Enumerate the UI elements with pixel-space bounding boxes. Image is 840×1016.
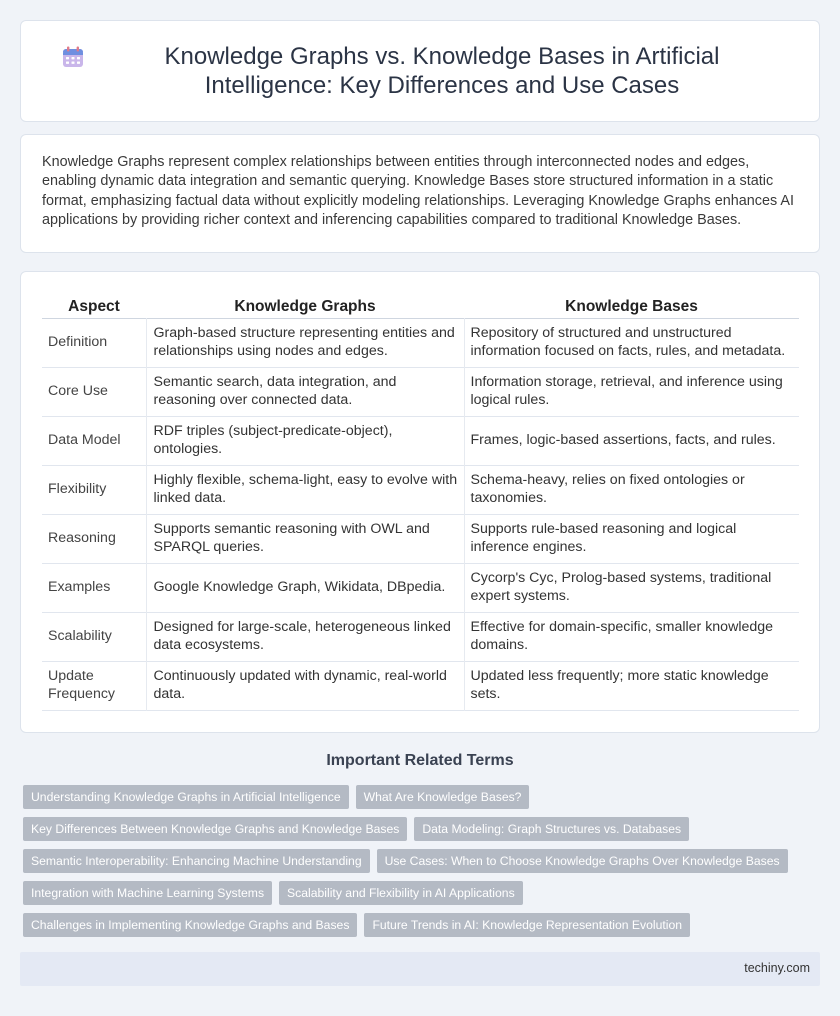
related-term-tag[interactable]: What Are Knowledge Bases?: [356, 785, 530, 809]
row-knowledge-graphs: Semantic search, data integration, and reasoning over connected data.: [146, 367, 464, 416]
related-term-tag[interactable]: Key Differences Between Knowledge Graphs and Knowledge Bases: [23, 817, 407, 841]
related-term-tag[interactable]: Challenges in Implementing Knowledge Graphs and Bases: [23, 913, 357, 937]
header-knowledge-graphs: Knowledge Graphs: [234, 297, 376, 315]
table-row: [42, 661, 799, 710]
row-knowledge-graphs: RDF triples (subject-predicate-object), ontologies.: [146, 416, 464, 465]
table-row: [42, 465, 799, 514]
row-knowledge-graphs: Highly flexible, schema-light, easy to evolve with linked data.: [146, 465, 464, 514]
row-knowledge-bases: Repository of structured and unstructured information focused on facts, rules, and metadata.: [470, 325, 786, 359]
comparison-table: [42, 294, 799, 711]
related-term-tag[interactable]: Integration with Machine Learning Systems: [23, 881, 272, 905]
row-knowledge-graphs: Google Knowledge Graph, Wikidata, DBpedia.: [146, 563, 464, 612]
intro-card: [20, 134, 820, 253]
row-knowledge-bases: Effective for domain-specific, smaller knowledge domains.: [470, 619, 774, 653]
calendar-icon: [61, 45, 85, 69]
row-aspect: Definition: [48, 333, 108, 350]
header-knowledge-bases: Knowledge Bases: [565, 297, 698, 315]
table-row: [42, 318, 799, 367]
row-aspect: Reasoning: [48, 529, 116, 546]
row-knowledge-graphs: Designed for large-scale, heterogeneous linked data ecosystems.: [146, 612, 464, 661]
table-row: [42, 514, 799, 563]
row-aspect: Core Use: [48, 382, 108, 399]
table-row: [42, 367, 799, 416]
footer-site-name[interactable]: techiny.com: [744, 961, 810, 975]
related-term-tag[interactable]: Data Modeling: Graph Structures vs. Databases: [414, 817, 689, 841]
row-knowledge-graphs: Graph-based structure representing entities and relationships using nodes and edges.: [146, 318, 464, 367]
related-terms-title: Important Related Terms: [326, 752, 514, 769]
row-knowledge-graphs: Continuously updated with dynamic, real-world data.: [146, 661, 464, 710]
related-term-tag[interactable]: Understanding Knowledge Graphs in Artificial Intelligence: [23, 785, 349, 809]
row-aspect: Scalability: [48, 627, 112, 644]
row-knowledge-bases: Schema-heavy, relies on fixed ontologies or taxonomies.: [470, 472, 745, 506]
row-knowledge-bases: Frames, logic-based assertions, facts, and rules.: [470, 431, 776, 448]
row-aspect: Examples: [48, 578, 111, 595]
row-aspect: Update Frequency: [48, 668, 116, 702]
table-header-row: [42, 294, 799, 318]
row-knowledge-bases: Supports rule-based reasoning and logical inference engines.: [470, 521, 737, 555]
row-aspect: Flexibility: [48, 480, 107, 497]
related-terms-list: [23, 785, 823, 945]
table-row: [42, 612, 799, 661]
table-row: [42, 563, 799, 612]
footer: [20, 952, 820, 986]
related-term-tag[interactable]: Scalability and Flexibility in AI Applications: [279, 881, 523, 905]
header-card: [20, 20, 820, 122]
row-knowledge-bases: Cycorp's Cyc, Prolog-based systems, traditional expert systems.: [470, 570, 772, 604]
related-term-tag[interactable]: Future Trends in AI: Knowledge Representation Evolution: [364, 913, 690, 937]
row-knowledge-graphs: Supports semantic reasoning with OWL and SPARQL queries.: [146, 514, 464, 563]
row-knowledge-bases: Updated less frequently; more static knowledge sets.: [470, 668, 769, 702]
row-aspect: Data Model: [48, 431, 121, 448]
related-term-tag[interactable]: Use Cases: When to Choose Knowledge Graphs Over Knowledge Bases: [377, 849, 788, 873]
comparison-table-card: [20, 271, 820, 733]
intro-paragraph: Knowledge Graphs represent complex relationships between entities through interconnected nodes and edges, enabling dynamic data integration and semantic querying. Knowledge Bases store structured information in a static format, emphasizing factual data without explicitly modeling relationships. Leveraging Knowledge Graphs enhances AI applications by providing richer context and inferencing capabilities compared to traditional Knowledge Bases.: [42, 154, 794, 228]
row-knowledge-bases: Information storage, retrieval, and inference using logical rules.: [470, 374, 783, 408]
related-term-tag[interactable]: Semantic Interoperability: Enhancing Machine Understanding: [23, 849, 370, 873]
header-aspect: Aspect: [68, 297, 120, 315]
table-row: [42, 416, 799, 465]
page-title: Knowledge Graphs vs. Knowledge Bases in Artificial Intelligence: Key Differences and Use Cases: [164, 43, 720, 99]
